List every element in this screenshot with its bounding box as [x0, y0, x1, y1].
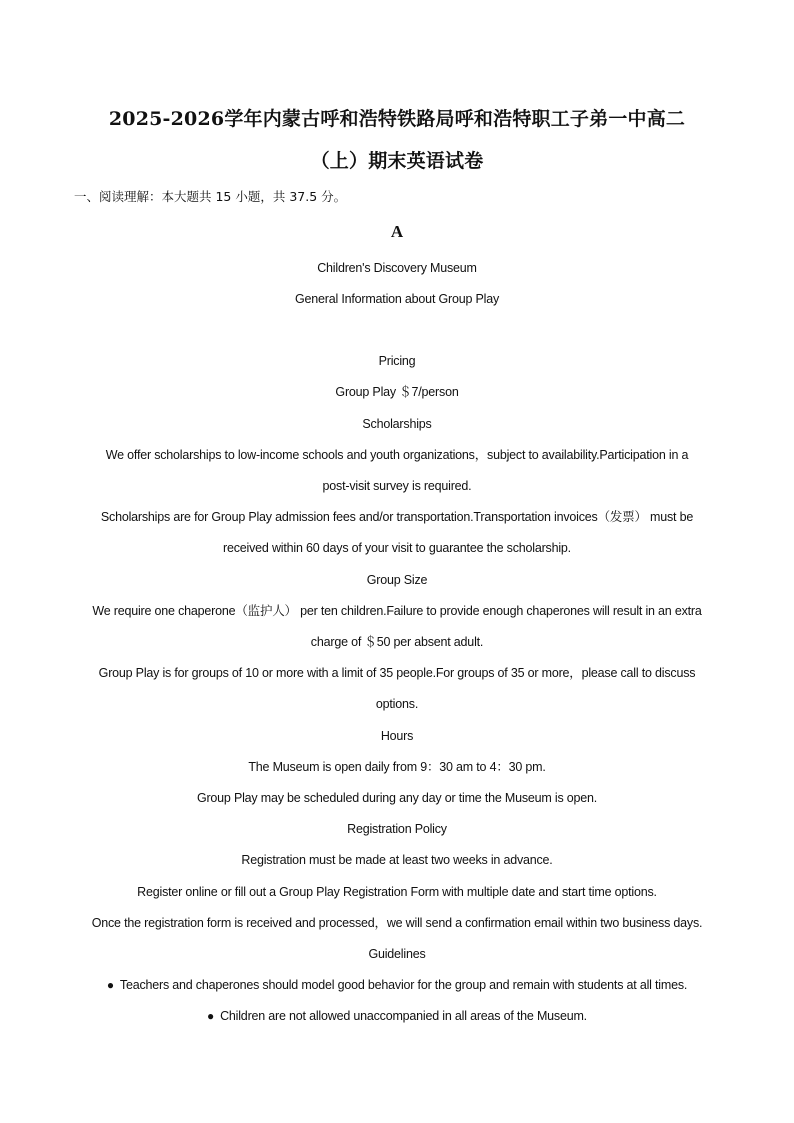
passage-subtitle: General Information about Group Play — [294, 292, 500, 306]
guideline-item: ● Teachers and chaperones should model good behavior for the group and remain with students at all times. — [60, 977, 734, 993]
registration-paragraph-3: Once the registration form is received and processed，we will send a confirmation email within two business days. — [91, 916, 703, 930]
group-size-heading: Group Size — [366, 573, 428, 587]
registration-paragraph-1: Registration must be made at least two weeks in advance. — [241, 853, 553, 867]
pricing-line: Group Play ＄7/person — [335, 385, 459, 399]
exam-title-line-1: 2025-2026学年内蒙古呼和浩特铁路局呼和浩特职工子弟一中高二 — [108, 108, 686, 130]
registration-paragraph-2: Register online or fill out a Group Play Registration Form with multiple date and start time options. — [137, 885, 657, 899]
scholarships-paragraph-1-line-1: We offer scholarships to low-income schools and youth organizations，subject to availability.Participation in a — [105, 448, 689, 462]
group-size-paragraph-1-line-2: charge of ＄50 per absent adult. — [310, 635, 484, 649]
scholarships-heading: Scholarships — [362, 417, 432, 431]
guidelines-heading: Guidelines — [368, 947, 426, 961]
hours-heading: Hours — [380, 729, 414, 743]
group-size-paragraph-1-line-1: We require one chaperone（监护人） per ten children.Failure to provide enough chaperones will result in an extra — [92, 604, 702, 618]
hours-paragraph-2: Group Play may be scheduled during any day or time the Museum is open. — [196, 791, 598, 805]
section-heading: 一、阅读理解：本大题共 15 小题，共 37.5 分。 — [74, 189, 347, 204]
group-size-paragraph-2-line-2: options. — [375, 697, 419, 711]
registration-heading: Registration Policy — [347, 822, 447, 836]
scholarships-paragraph-2-line-2: received within 60 days of your visit to guarantee the scholarship. — [223, 541, 571, 555]
group-size-paragraph-2-line-1: Group Play is for groups of 10 or more with a limit of 35 people.For groups of 35 or more，please call to discuss — [98, 666, 696, 680]
guideline-item: ● Children are not allowed unaccompanied in all areas of the Museum. — [60, 1008, 734, 1024]
exam-title-line-2: （上）期末英语试卷 — [310, 150, 484, 172]
passage-letter: A — [390, 222, 404, 241]
scholarships-paragraph-1-line-2: post-visit survey is required. — [322, 479, 472, 493]
scholarships-paragraph-2-line-1: Scholarships are for Group Play admission fees and/or transportation.Transportation invoices（发票） must be — [100, 510, 694, 524]
hours-paragraph-1: The Museum is open daily from 9：30 am to 4：30 pm. — [248, 760, 546, 774]
passage-title: Children's Discovery Museum — [317, 261, 477, 275]
pricing-heading: Pricing — [378, 354, 416, 368]
